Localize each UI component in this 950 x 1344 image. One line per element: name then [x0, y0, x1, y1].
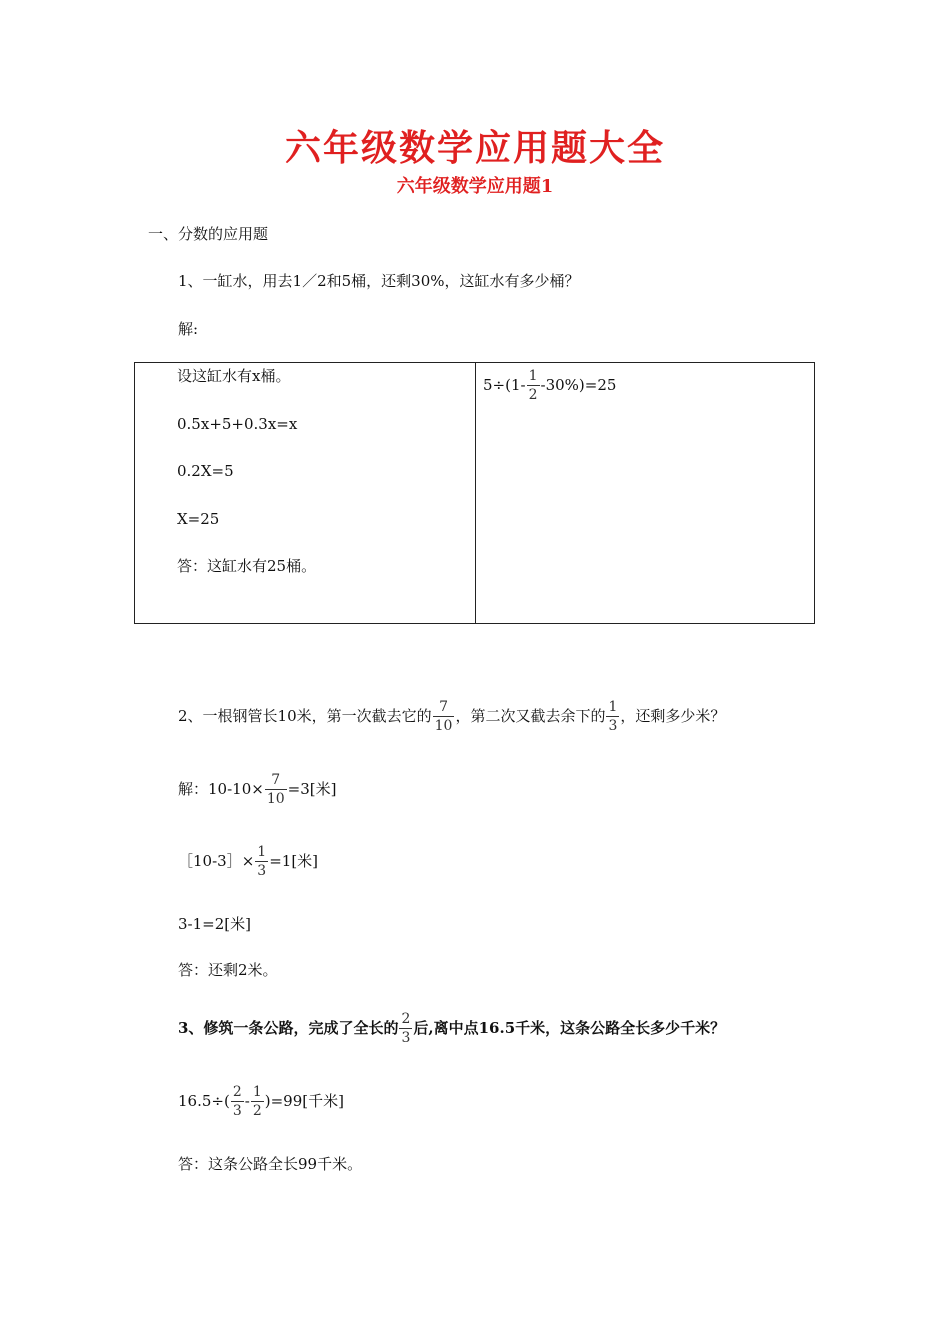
q2-question-fraction-1 [433, 700, 455, 733]
q1-solve-label: 解: [178, 320, 199, 338]
fraction-numerator: 7 [271, 772, 281, 788]
q3-question-text-1: 3、修筑一条公路，完成了全长的 [178, 1019, 399, 1037]
q2-step-2 [178, 845, 318, 878]
q1-question: 1、一缸水，用去1／2和5桶，还剩30%，这缸水有多少桶？ [178, 272, 580, 290]
q2-question-text-1: 2、一根钢管长10米，第一次截去它的 [178, 707, 432, 725]
q1-left-line-1: 设这缸水有x桶。 [177, 367, 291, 385]
q3-solution-fraction-1 [231, 1085, 244, 1118]
table-divider [475, 363, 476, 623]
q3-solution-pre: 16.5÷( [178, 1092, 230, 1110]
fraction-numerator: 1 [528, 368, 538, 384]
page-subtitle: 六年级数学应用题1 [396, 176, 554, 197]
fraction-denominator: 3 [232, 1103, 242, 1119]
q2-question-text-2: ，第二次又截去余下的 [455, 707, 606, 725]
fraction-denominator: 2 [528, 387, 538, 403]
fraction-numerator: 1 [257, 844, 267, 860]
fraction-numerator: 1 [608, 699, 618, 715]
q1-left-line-2: 0.5x+5+0.3x=x [177, 415, 298, 433]
q1-right-pre: 5÷(1- [483, 376, 526, 394]
q3-question-text-2: 后,离中点16.5千米，这条公路全长多少千米？ [413, 1019, 726, 1037]
q2-step-1-post: =3[米] [287, 780, 337, 798]
q1-right-fraction [527, 369, 540, 402]
fraction-numerator: 7 [439, 699, 449, 715]
fraction-numerator: 2 [401, 1011, 411, 1027]
q2-step-2-fraction [255, 845, 268, 878]
q1-left-line-4: X=25 [177, 510, 220, 528]
q2-step-1-fraction [265, 773, 287, 806]
q1-left-line-3: 0.2X=5 [177, 462, 234, 480]
q2-step-2-post: =1[米] [269, 852, 319, 870]
q2-step-1-pre: 解：10-10× [178, 780, 264, 798]
fraction-numerator: 1 [252, 1084, 262, 1100]
q3-question-fraction [399, 1012, 412, 1045]
q3-solution-fraction-2 [251, 1085, 264, 1118]
q3-solution [178, 1085, 344, 1118]
q2-step-3: 3-1=2[米] [178, 915, 251, 933]
page-title: 六年级数学应用题大全 [284, 127, 665, 169]
q1-solution-table [134, 362, 815, 624]
q1-right-formula [483, 369, 616, 402]
fraction-denominator: 2 [252, 1103, 262, 1119]
q2-step-1 [178, 773, 336, 806]
fraction-denominator: 3 [401, 1030, 411, 1046]
q2-question-fraction-2 [606, 700, 619, 733]
q2-question [178, 700, 725, 733]
q3-solution-post: )=99[千米] [264, 1092, 344, 1110]
q3-answer: 答：这条公路全长99千米。 [178, 1155, 363, 1173]
q3-solution-minus: - [244, 1092, 250, 1110]
fraction-numerator: 2 [232, 1084, 242, 1100]
q1-left-line-5: 答：这缸水有25桶。 [177, 557, 317, 575]
q2-question-text-3: ，还剩多少米？ [620, 707, 726, 725]
q1-right-post: -30%)=25 [540, 376, 617, 394]
q3-question [178, 1012, 725, 1045]
fraction-denominator: 10 [266, 791, 285, 807]
q2-step-2-pre: ［10-3］× [178, 852, 255, 870]
section-heading: 一、分数的应用题 [148, 225, 269, 243]
fraction-denominator: 3 [608, 718, 618, 734]
fraction-denominator: 3 [257, 863, 267, 879]
q2-answer: 答：还剩2米。 [178, 961, 278, 979]
fraction-denominator: 10 [434, 718, 453, 734]
